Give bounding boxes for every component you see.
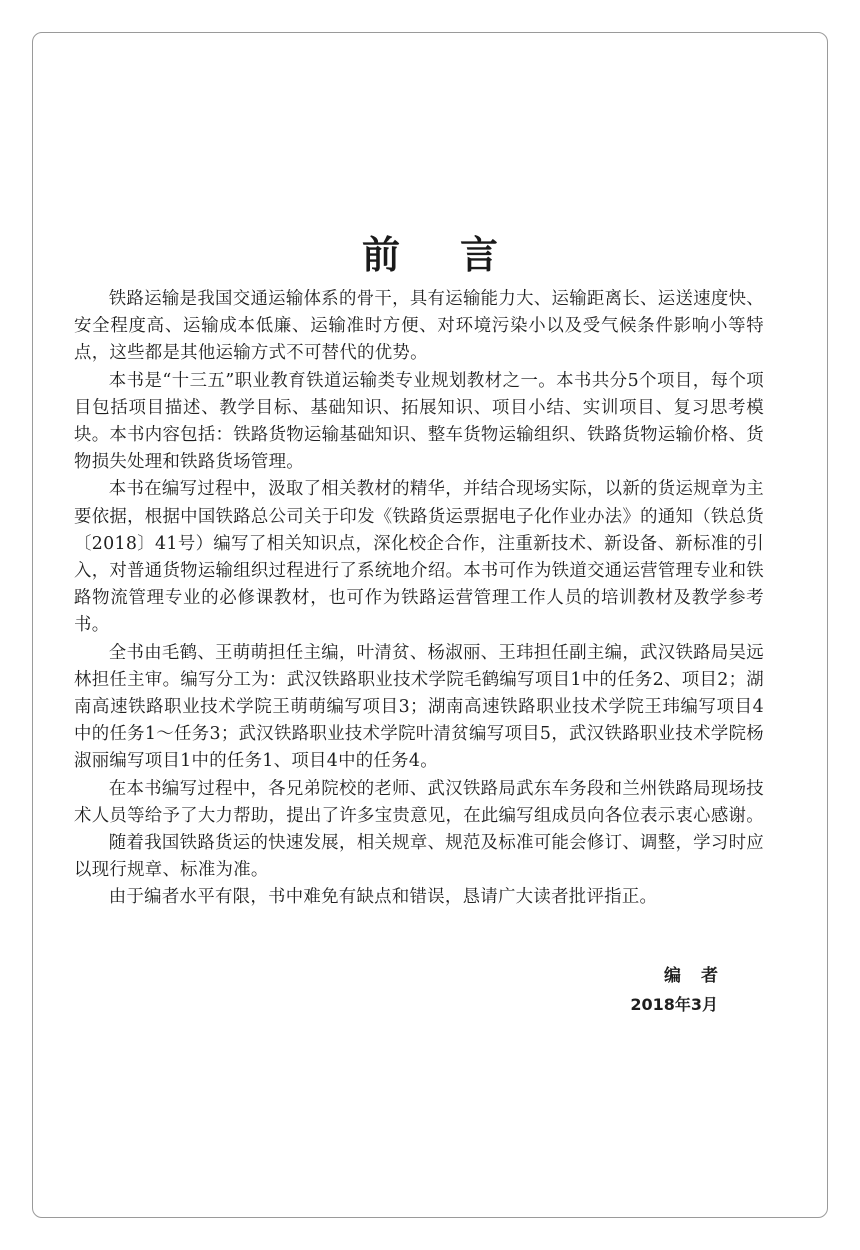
preface-body: [74, 286, 764, 912]
signature-date: 2018年3月: [630, 995, 718, 1014]
paragraph-5: 在本书编写过程中，各兄弟院校的老师、武汉铁路局武东车务段和兰州铁路局现场技术人员等给予了大力帮助，提出了许多宝贵意见，在此编写组成员向各位表示衷心感谢。: [74, 778, 764, 826]
page-title: 前言: [361, 233, 558, 277]
paragraph-3: 本书在编写过程中，汲取了相关教材的精华，并结合现场实际，以新的货运规章为主要依据，根据中国铁路总公司关于印发《铁路货运票据电子化作业办法》的通知（铁总货〔2018〕41号）编写了相关知识点，深化校企合作，注重新技术、新设备、新标准的引入，对普通货物运输组织过程进行了系统地介绍。本书可作为铁道交通运营管理专业和铁路物流管理专业的必修课教材，也可作为铁路运营管理工作人员的培训教材及教学参考书。: [74, 479, 764, 636]
paragraph-7: 由于编者水平有限，书中难免有缺点和错误，恳请广大读者批评指正。: [108, 887, 658, 908]
paragraph-4: 全书由毛鹤、王萌萌担任主编，叶清贫、杨淑丽、王玮担任副主编，武汉铁路局吴远林担任主审。编写分工为：武汉铁路职业技术学院毛鹤编写项目1中的任务2、项目2；湖南高速铁路职业技术学院王萌萌编写项目3；湖南高速铁路职业技术学院王玮编写项目4中的任务1～任务3；武汉铁路职业技术学院叶清贫编写项目5，武汉铁路职业技术学院杨淑丽编写项目1中的任务1、项目4中的任务4。: [74, 642, 764, 772]
paragraph-2: 本书是“十三五”职业教育铁道运输类专业规划教材之一。本书共分5个项目，每个项目包括项目描述、教学目标、基础知识、拓展知识、项目小结、实训项目、复习思考模块。本书内容包括：铁路货物运输基础知识、整车货物运输组织、铁路货物运输价格、货物损失处理和铁路货场管理。: [74, 370, 764, 473]
signature-block: [630, 962, 738, 1020]
paragraph-1: 铁路运输是我国交通运输体系的骨干，具有运输能力大、运输距离长、运送速度快、安全程度高、运输成本低廉、运输准时方便、对环境污染小以及受气候条件影响小等特点，这些都是其他运输方式不可替代的优势。: [74, 289, 764, 364]
signature-editor: 编者: [664, 966, 738, 986]
paragraph-6: 随着我国铁路货运的快速发展，相关规章、规范及标准可能会修订、调整，学习时应以现行规章、标准为准。: [74, 833, 764, 881]
